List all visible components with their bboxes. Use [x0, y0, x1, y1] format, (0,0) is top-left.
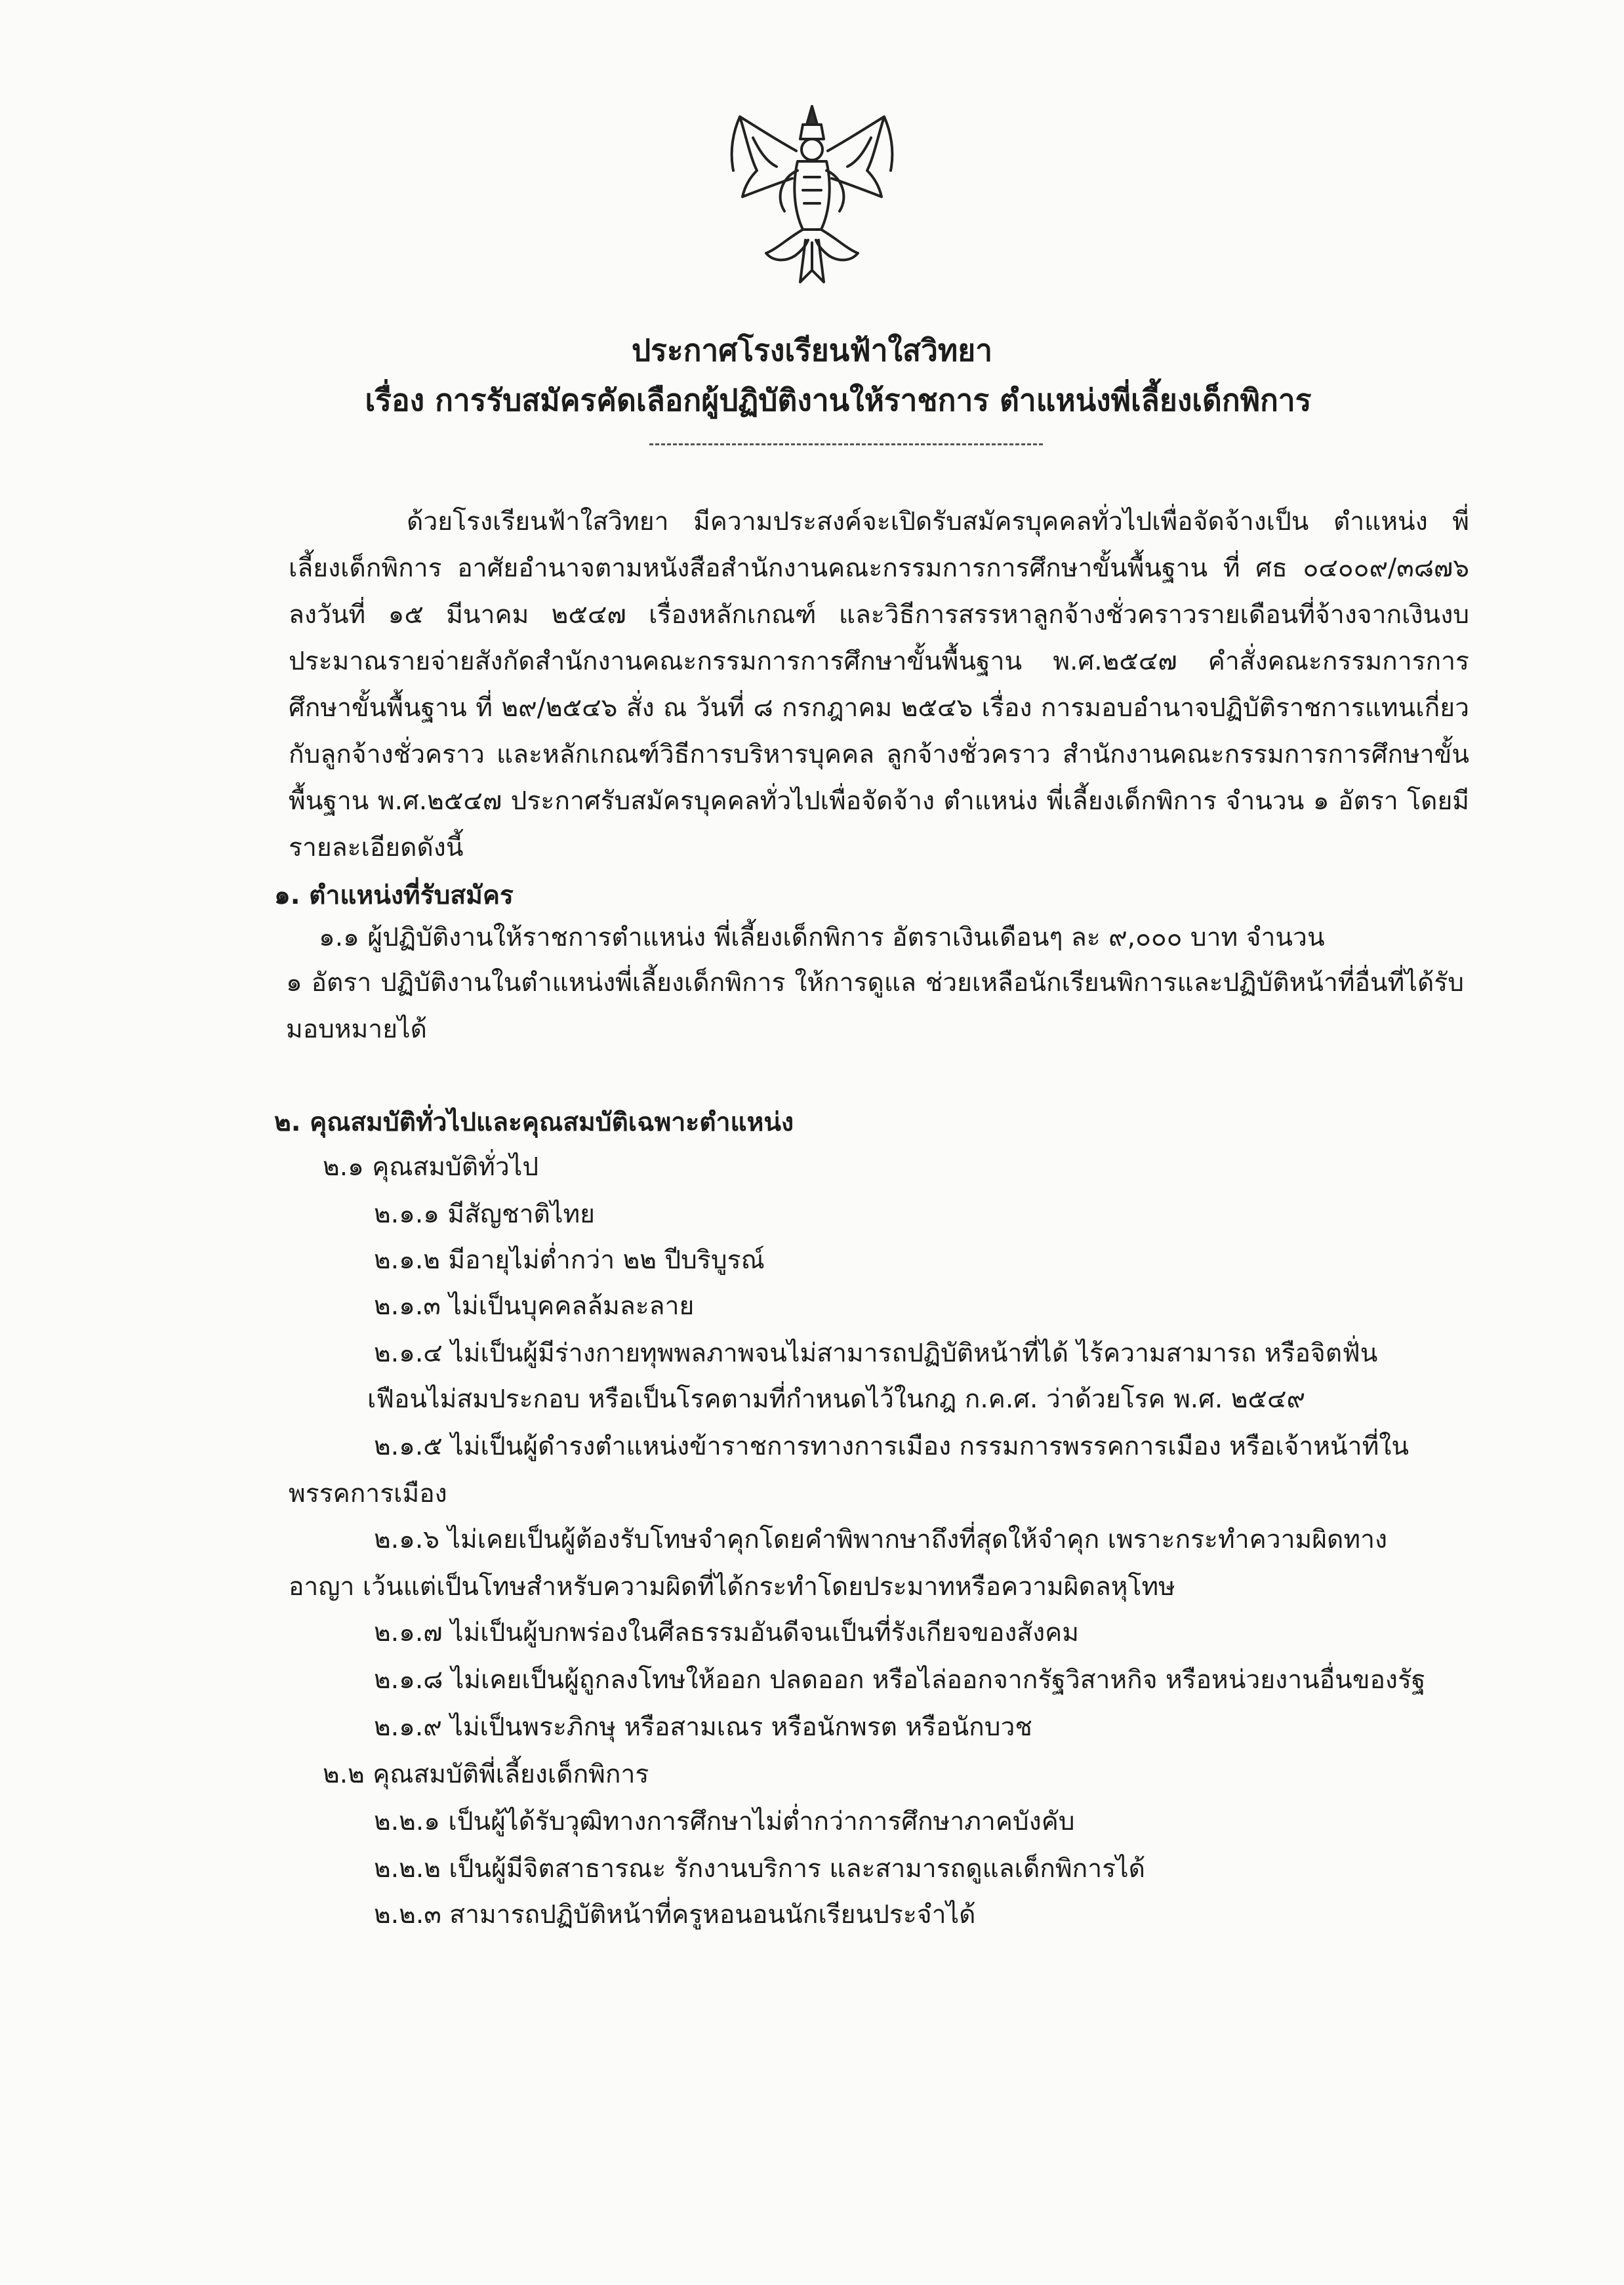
section1-item-line1: ๑.๑ ผู้ปฏิบัติงานให้ราชการตำแหน่ง พี่เลี้ยงเด็กพิการ อัตราเงินเดือนๆ ละ ๙,๐๐๐ บาท จำนวน: [319, 923, 1325, 952]
title-divider: [649, 443, 1043, 445]
qualification-item: ๒.๑.๓ ไม่เป็นบุคคลล้มละลาย: [374, 1291, 695, 1321]
qualification-item: ๒.๑.๕ ไม่เป็นผู้ดำรงตำแหน่งข้าราชการทางการเมือง กรรมการพรรคการเมือง หรือเจ้าหน้าที่ใน: [374, 1432, 1409, 1461]
garuda-emblem-icon: [714, 98, 910, 295]
qualification-item-cont: พรรคการเมือง: [289, 1479, 447, 1508]
qualification-item-cont: อาญา เว้นแต่เป็นโทษสำหรับความผิดที่ได้กระทำโดยประมาทหรือความผิดลหุโทษ: [289, 1572, 1175, 1602]
section2-heading: ๒. คุณสมบัติทั่วไปและคุณสมบัติเฉพาะตำแหน่ง: [274, 1108, 794, 1137]
qualification-item: ๒.๑.๖ ไม่เคยเป็นผู้ต้องรับโทษจำคุกโดยคำพิพากษาถึงที่สุดให้จำคุก เพราะกระทำความผิดทาง: [374, 1525, 1388, 1554]
section2-sub1-heading: ๒.๑ คุณสมบัติทั่วไป: [323, 1152, 539, 1182]
section2-sub2-heading: ๒.๒ คุณสมบัติพี่เลี้ยงเด็กพิการ: [323, 1760, 649, 1789]
announcement-subject: เรื่อง การรับสมัครคัดเลือกผู้ปฏิบัติงานให้ราชการ ตำแหน่งพี่เลี้ยงเด็กพิการ: [365, 382, 1312, 418]
section1-heading: ๑. ตำแหน่งที่รับสมัคร: [274, 881, 514, 910]
qualification-item: ๒.๑.๙ ไม่เป็นพระภิกษุ หรือสามเณร หรือนักพรต หรือนักบวช: [374, 1712, 1032, 1742]
announcement-title: ประกาศโรงเรียนฟ้าใสวิทยา: [631, 333, 993, 368]
qualification-item: ๒.๑.๔ ไม่เป็นผู้มีร่างกายทุพพลภาพจนไม่สามารถปฏิบัติหน้าที่ได้ ไร้ความสามารถ หรือจิตฟั่น: [374, 1339, 1378, 1368]
qualification-item: ๒.๑.๘ ไม่เคยเป็นผู้ถูกลงโทษให้ออก ปลดออก หรือไล่ออกจากรัฐวิสาหกิจ หรือหน่วยงานอื่นของรัฐ: [374, 1665, 1426, 1695]
qualification-item-cont: เฟือนไม่สมประกอบ หรือเป็นโรคตามที่กำหนดไว้ในกฎ ก.ค.ศ. ว่าด้วยโรค พ.ศ. ๒๕๔๙: [367, 1385, 1306, 1414]
caretaker-qualification-item: ๒.๒.๑ เป็นผู้ได้รับวุฒิทางการศึกษาไม่ต่ำกว่าการศึกษาภาคบังคับ: [374, 1807, 1075, 1836]
qualification-item: ๒.๑.๒ มีอายุไม่ต่ำกว่า ๒๒ ปีบริบูรณ์: [374, 1245, 765, 1275]
qualification-item: ๒.๑.๗ ไม่เป็นผู้บกพร่องในศีลธรรมอันดีจนเป็นที่รังเกียจของสังคม: [374, 1618, 1079, 1648]
qualification-item: ๒.๑.๑ มีสัญชาติไทย: [374, 1200, 596, 1229]
intro-paragraph: ด้วยโรงเรียนฟ้าใสวิทยา มีความประสงค์จะเปิดรับสมัครบุคคลทั่วไปเพื่อจัดจ้างเป็น ตำแหน่ง พี่เลี้ยงเด็กพิการ อาศัยอำนาจตามหนังสือสำนักงานคณะกรรมการการศึกษาขั้นพื้นฐาน ที่ ศธ ๐๔๐๐๙/๓๘๗๖ ลงวันที่ ๑๕ มีนาคม ๒๕๔๗ เรื่องหลักเกณฑ์ และวิธีการสรรหาลูกจ้างชั่วคราวรายเดือนที่จ้างจากเงินงบประมาณรายจ่ายสังกัดสำนักงานคณะกรรมการการศึกษาขั้นพื้นฐาน พ.ศ.๒๕๔๗ คำสั่งคณะกรรมการการศึกษาขั้นพื้นฐาน ที่ ๒๙/๒๕๔๖ สั่ง ณ วันที่ ๘ กรกฎาคม ๒๕๔๖ เรื่อง การมอบอำนาจปฏิบัติราชการแทนเกี่ยวกับลูกจ้างชั่วคราว และหลักเกณฑ์วิธีการบริหารบุคคล ลูกจ้างชั่วคราว สำนักงานคณะกรรมการการศึกษาขั้นพื้นฐาน พ.ศ.๒๕๔๗ ประกาศรับสมัครบุคคลทั่วไปเพื่อจัดจ้าง ตำแหน่ง พี่เลี้ยงเด็กพิการ จำนวน ๑ อัตรา โดยมีรายละเอียดดังนี้: [289, 507, 1469, 862]
section1-item-rest: ๑ อัตรา ปฏิบัติงานในตำแหน่งพี่เลี้ยงเด็กพิการ ให้การดูแล ช่วยเหลือนักเรียนพิการและปฏิบัติหน้าที่อื่นที่ได้รับมอบหมายได้: [286, 968, 1464, 1044]
caretaker-qualification-item: ๒.๒.๓ สามารถปฏิบัติหน้าที่ครูหอนอนนักเรียนประจำได้: [374, 1900, 976, 1930]
caretaker-qualification-item: ๒.๒.๒ เป็นผู้มีจิตสาธารณะ รักงานบริการ และสามารถดูแลเด็กพิการได้: [374, 1854, 1145, 1884]
